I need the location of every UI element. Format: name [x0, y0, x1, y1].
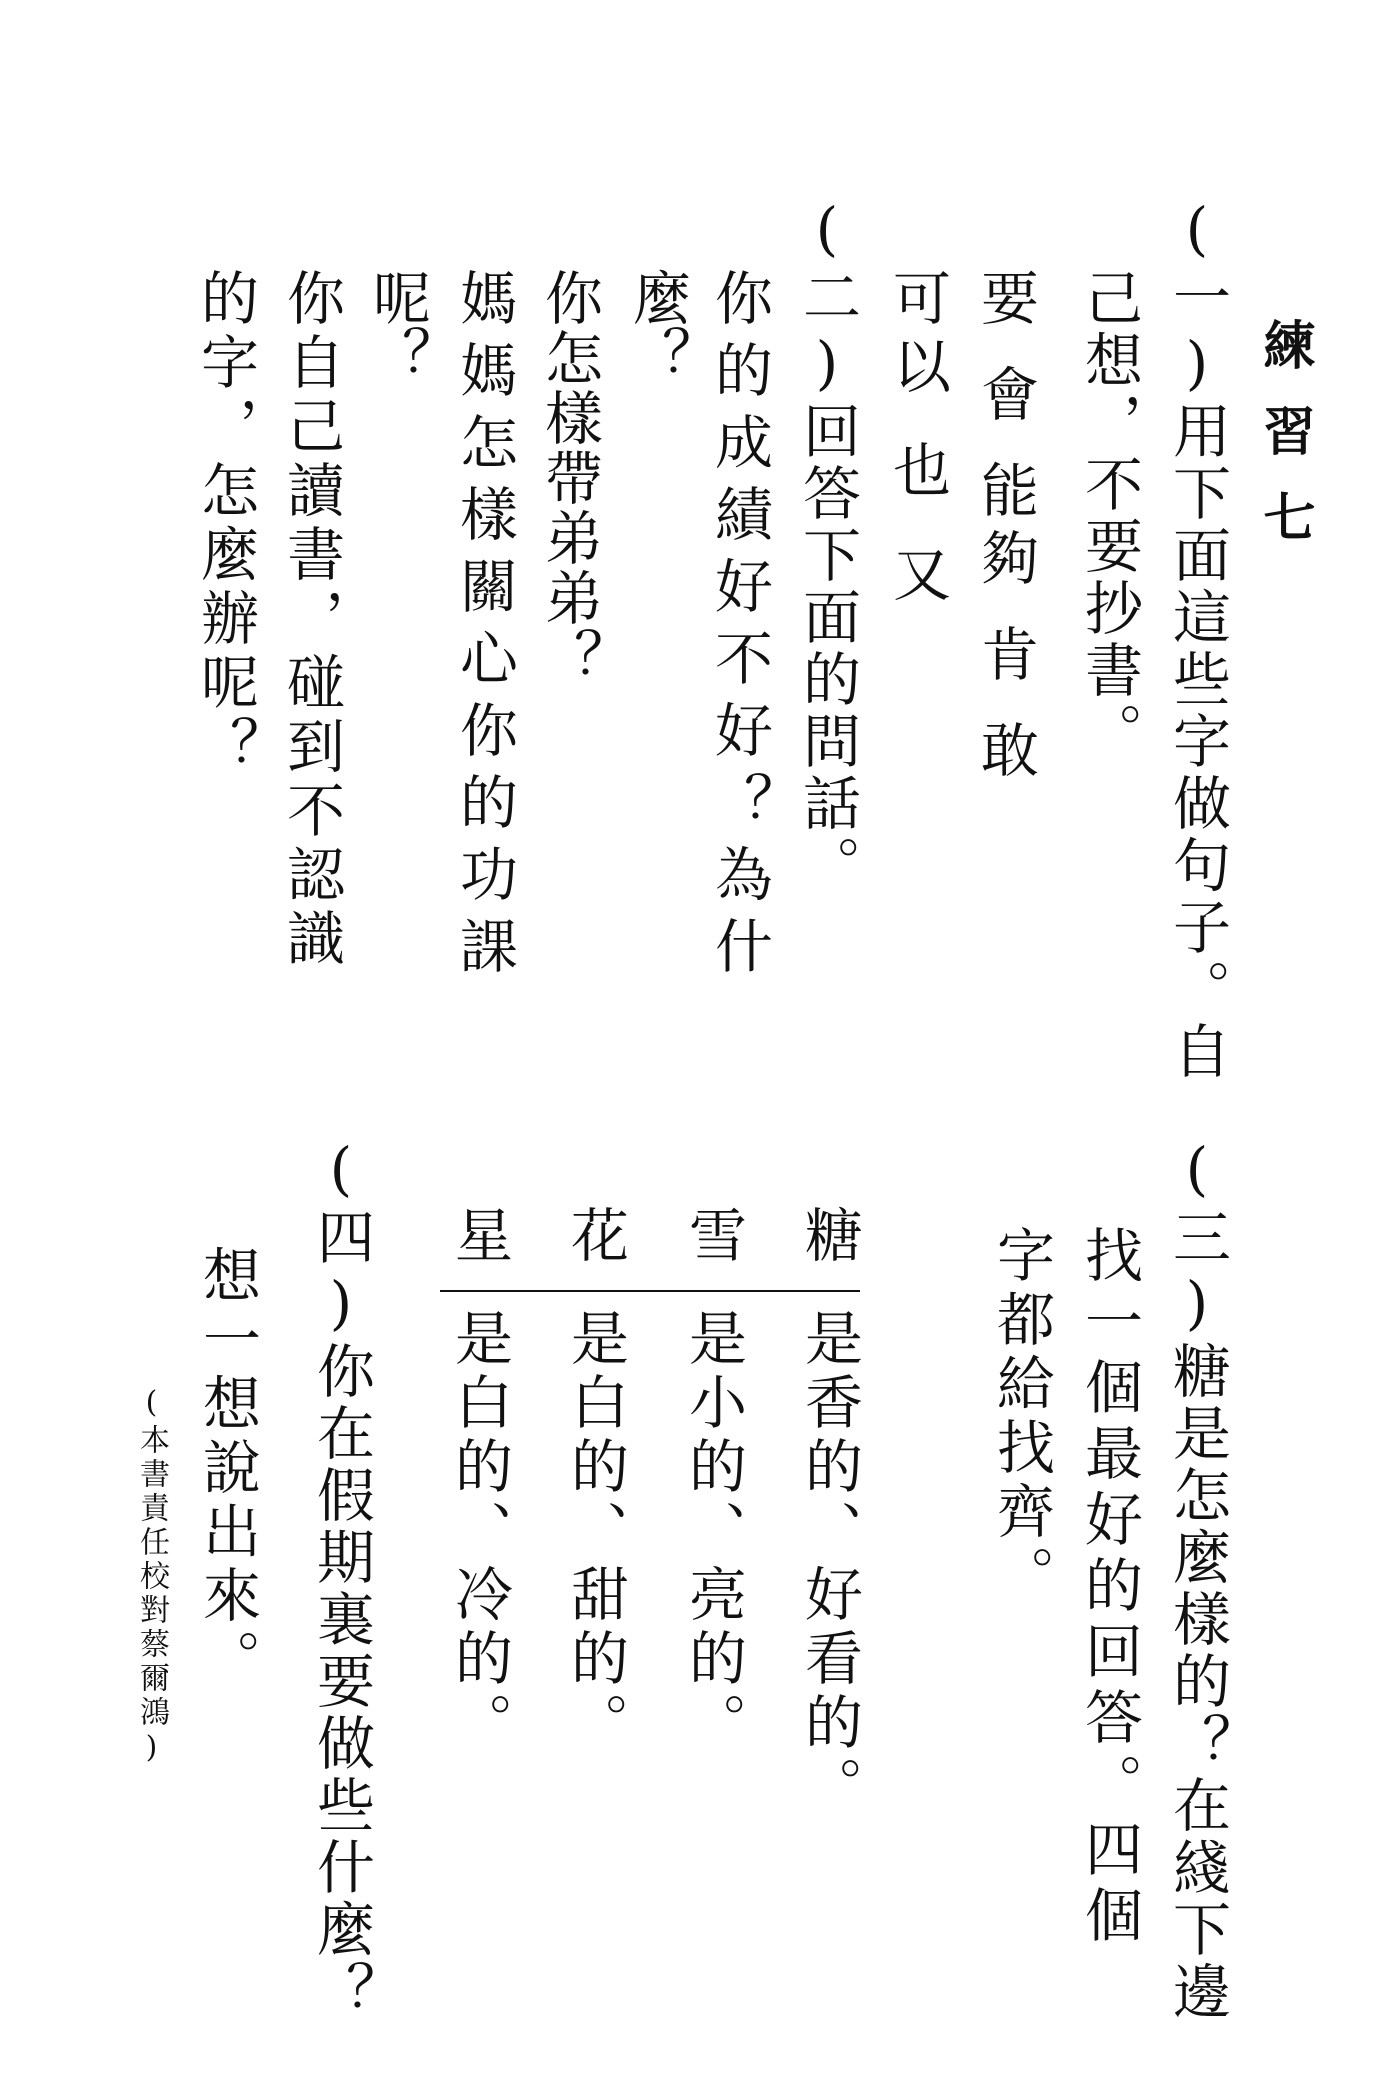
exercise-2-question: 你怎樣帶弟弟？ [535, 268, 603, 688]
word-item: 又 [883, 544, 951, 612]
exercise-3-word: 雪 [679, 1205, 747, 1263]
exercise-3-word: 花 [561, 1205, 629, 1263]
exercise-3-answer: 是香的、好看的。 [795, 1308, 863, 1820]
divider-line [440, 1290, 860, 1292]
word-item: 能夠 [971, 460, 1039, 596]
word-item: 也 [883, 440, 951, 508]
exercise-2-question: 麼？ [623, 268, 691, 384]
exercise-3-instruction-line-3: 字都給找齊。 [987, 1225, 1055, 1609]
exercise-1-instruction-line-1: (一)用下面這些字做句子。自 [1163, 195, 1231, 1083]
exercise-3-answer: 是白的、冷的。 [445, 1308, 513, 1756]
word-item: 會 [971, 364, 1039, 432]
word-item: 可以 [883, 268, 951, 404]
exercise-4-instruction-line-1: (四)你在假期裏要做些什麼？ [307, 1135, 375, 2023]
exercise-3-answer: 是小的、亮的。 [679, 1308, 747, 1756]
exercise-2-question: 媽媽怎樣關心你的功課 [450, 268, 518, 988]
word-item: 要 [971, 268, 1039, 336]
exercise-3-instruction-line-1: (三)糖是怎麼樣的？在綫下邊 [1163, 1135, 1231, 2023]
proofreader-note: (本書責任校對蔡爾鴻) [134, 1385, 169, 1769]
exercise-1-word-group-a [971, 268, 1039, 788]
exercise-3-answer: 是白的、甜的。 [561, 1308, 629, 1756]
exercise-1-instruction-line-2: 己想，不要抄書。 [1075, 268, 1143, 764]
exercise-2-instruction: (二)回答下面的問話。 [793, 195, 861, 897]
exercise-2-question: 的字，怎麼辦呢？ [191, 268, 259, 780]
exercise-2-question: 你的成績好不好？為什 [705, 268, 773, 988]
exercise-1-word-group-b [883, 268, 951, 612]
exercise-3-word: 星 [445, 1205, 513, 1263]
page-title: 練習七 [1254, 318, 1315, 576]
exercise-3-instruction-line-2: 找一個最好的回答。四個 [1075, 1225, 1143, 1951]
word-item: 敢 [971, 720, 1039, 788]
exercise-2-question: 你自己讀書，碰到不認識 [277, 268, 345, 972]
word-item: 肯 [971, 624, 1039, 692]
exercise-2-question: 呢？ [363, 268, 431, 384]
exercise-4-instruction-line-2: 想一想說出來。 [193, 1245, 261, 1693]
exercise-3-word: 糖 [795, 1205, 863, 1263]
